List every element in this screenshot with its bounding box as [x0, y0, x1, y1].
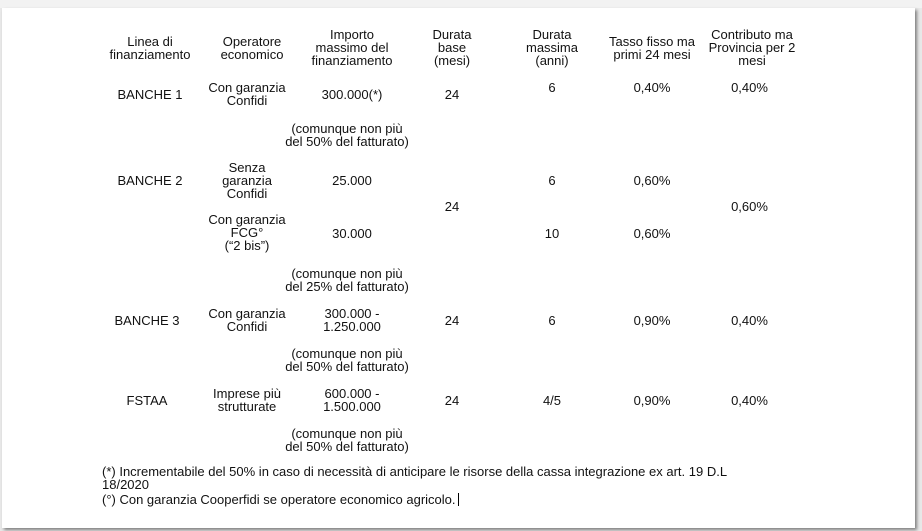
row-banche1-contributo: 0,40% — [731, 80, 768, 95]
header-importo: Importo massimo del finanziamento — [311, 27, 393, 68]
document-page[interactable] — [2, 8, 915, 528]
row-banche2-importo-b: 30.000 — [332, 226, 372, 241]
row-banche3-importo: 300.000 - 1.250.000 — [323, 306, 381, 334]
row-banche2-note: (comunque non più del 25% del fatturato) — [285, 266, 409, 294]
row-banche2-durata-massima-a: 6 — [548, 173, 556, 188]
row-banche2-operatore-b: Con garanzia FCG° (“2 bis”) — [208, 212, 286, 253]
row-banche3-tasso: 0,90% — [633, 313, 671, 328]
header-operatore: Operatore economico — [220, 34, 284, 62]
row-banche1-durata-base: 24 — [444, 87, 460, 102]
footnote-asterisk: (*) Incrementabile del 50% in caso di necessità di anticipare le risorse della cassa integrazione ex art. 19 D.L 18/2020 — [102, 464, 728, 492]
header-contributo: Contributo ma Provincia per 2 mesi — [708, 28, 796, 67]
row-banche2-durata-massima-b: 10 — [544, 226, 560, 241]
row-fstaa-contributo: 0,40% — [731, 393, 768, 408]
row-banche1-operatore: Con garanzia Confidi — [208, 80, 286, 108]
footnote-degree[interactable] — [102, 493, 459, 506]
row-banche2-importo-a: 25.000 — [332, 173, 372, 188]
row-fstaa-linea: FSTAA — [126, 393, 168, 408]
row-fstaa-importo: 600.000 - 1.500.000 — [323, 386, 381, 414]
ruler-bar — [0, 0, 922, 8]
row-banche2-linea: BANCHE 2 — [117, 173, 183, 188]
row-banche2-tasso-b: 0,60% — [633, 226, 671, 241]
row-fstaa-durata-base: 24 — [444, 393, 460, 408]
header-durata-base: Durata base (mesi) — [432, 27, 472, 68]
row-fstaa-note: (comunque non più del 50% del fatturato) — [285, 426, 409, 454]
row-banche3-durata-massima: 6 — [548, 313, 556, 328]
row-banche2-contributo: 0,60% — [731, 199, 768, 214]
row-banche3-durata-base: 24 — [444, 313, 460, 328]
row-banche1-tasso: 0,40% — [633, 80, 671, 95]
row-fstaa-operatore: Imprese più strutturate — [213, 386, 281, 414]
row-banche3-note: (comunque non più del 50% del fatturato) — [285, 346, 409, 374]
row-banche3-linea: BANCHE 3 — [114, 313, 180, 328]
footnote-degree-text: (°) Con garanzia Cooperfidi se operatore economico agricolo. — [102, 492, 456, 507]
row-banche3-operatore: Con garanzia Confidi — [208, 306, 286, 334]
header-durata-massima: Durata massima (anni) — [525, 27, 578, 68]
row-banche2-tasso-a: 0,60% — [633, 173, 671, 188]
row-fstaa-durata-massima: 4/5 — [542, 393, 562, 408]
text-cursor — [458, 493, 459, 506]
row-banche1-durata-massima: 6 — [548, 80, 556, 95]
row-fstaa-tasso: 0,90% — [633, 393, 671, 408]
row-banche1-importo: 300.000(*) — [321, 87, 383, 102]
row-banche3-contributo: 0,40% — [731, 313, 768, 328]
row-banche2-operatore-a: Senza garanzia Confidi — [222, 160, 272, 201]
header-linea: Linea di finanziamento — [109, 34, 191, 62]
header-tasso: Tasso fisso ma primi 24 mesi — [609, 34, 695, 62]
row-banche1-note: (comunque non più del 50% del fatturato) — [285, 121, 409, 149]
row-banche2-durata-base: 24 — [444, 199, 460, 214]
row-banche1-linea: BANCHE 1 — [117, 87, 183, 102]
